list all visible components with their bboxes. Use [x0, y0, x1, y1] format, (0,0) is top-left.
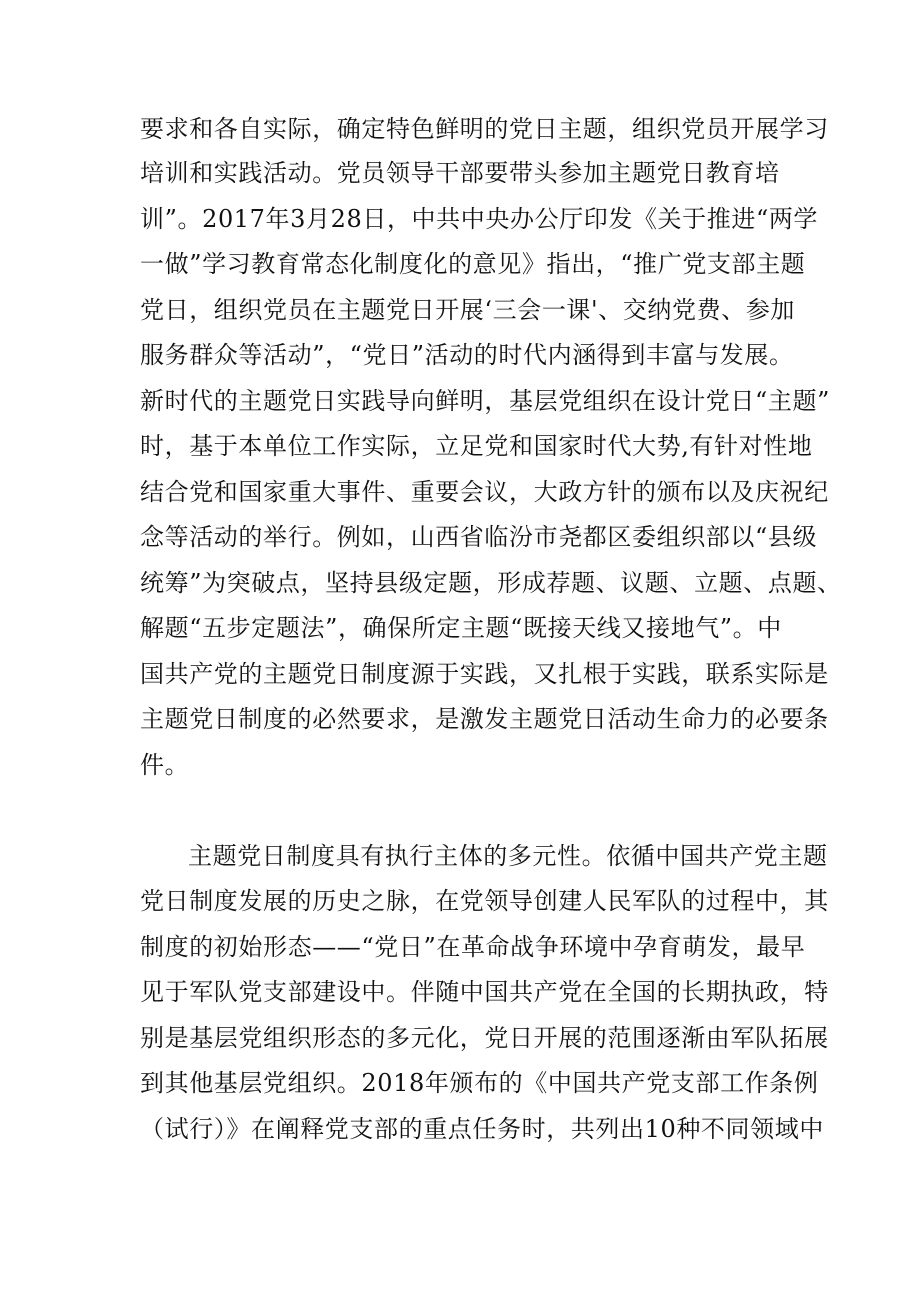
text-line: 解题“五步定题法”，确保所定主题“既接天线又接地气”。中: [140, 614, 782, 642]
text-line: 国共产党的主题党日制度源于实践，又扎根于实践，联系实际是: [140, 660, 829, 688]
text-line: 件。: [140, 751, 190, 779]
text-line: 统筹”为突破点，坚持县级定题，形成荐题、议题、立题、点题、: [140, 569, 842, 597]
text-line: 主题党日制度的必然要求，是激发主题党日活动生命力的必要条: [140, 705, 829, 733]
text-line: 结合党和国家重大事件、重要会议，大政方针的颁布以及庆祝纪: [140, 478, 829, 506]
text-line: （试行）》在阐释党支部的重点任务时，共列出10种不同领域中: [140, 1115, 824, 1143]
text-line: 一做”学习教育常态化制度化的意见》指出，“推广党支部主题: [140, 250, 806, 278]
text-line: 要求和各自实际，确定特色鲜明的党日主题，组织党员开展学习: [140, 115, 829, 143]
text-line: 见于军队党支部建设中。伴随中国共产党在全国的长期执政，特: [140, 978, 829, 1006]
text-line: 新时代的主题党日实践导向鲜明，基层党组织在设计党日“主题”: [140, 387, 830, 415]
text-line: 党日制度发展的历史之脉，在党领导创建人民军队的过程中，其: [140, 887, 829, 915]
text-line: 念等活动的举行。例如，山西省临汾市尧都区委组织部以“县级: [140, 523, 818, 551]
text-line: 训”。2017年3月28日，中共中央办公厅印发《关于推进“两学: [140, 205, 819, 233]
text-line: 服务群众等活动”，“党日”活动的时代内涵得到丰富与发展。: [140, 341, 794, 369]
text-line: 主题党日制度具有执行主体的多元性。依循中国共产党主题: [188, 842, 828, 870]
text-line: 别是基层党组织形态的多元化，党日开展的范围逐渐由军队拓展: [140, 1024, 829, 1052]
text-line: 到其他基层党组织。2018年颁布的《中国共产党支部工作条例: [140, 1069, 819, 1097]
text-line: 制度的初始形态——“党日”在革命战争环境中孕育萌发，最早: [140, 933, 806, 961]
text-line: 时，基于本单位工作实际，立足党和国家时代大势,有针对性地: [140, 432, 813, 460]
text-line: 党日，组织党员在主题党日开展‘三会一课'、交纳党费、参加: [140, 296, 796, 324]
text-line: 培训和实践活动。党员领导干部要带头参加主题党日教育培: [140, 159, 780, 187]
